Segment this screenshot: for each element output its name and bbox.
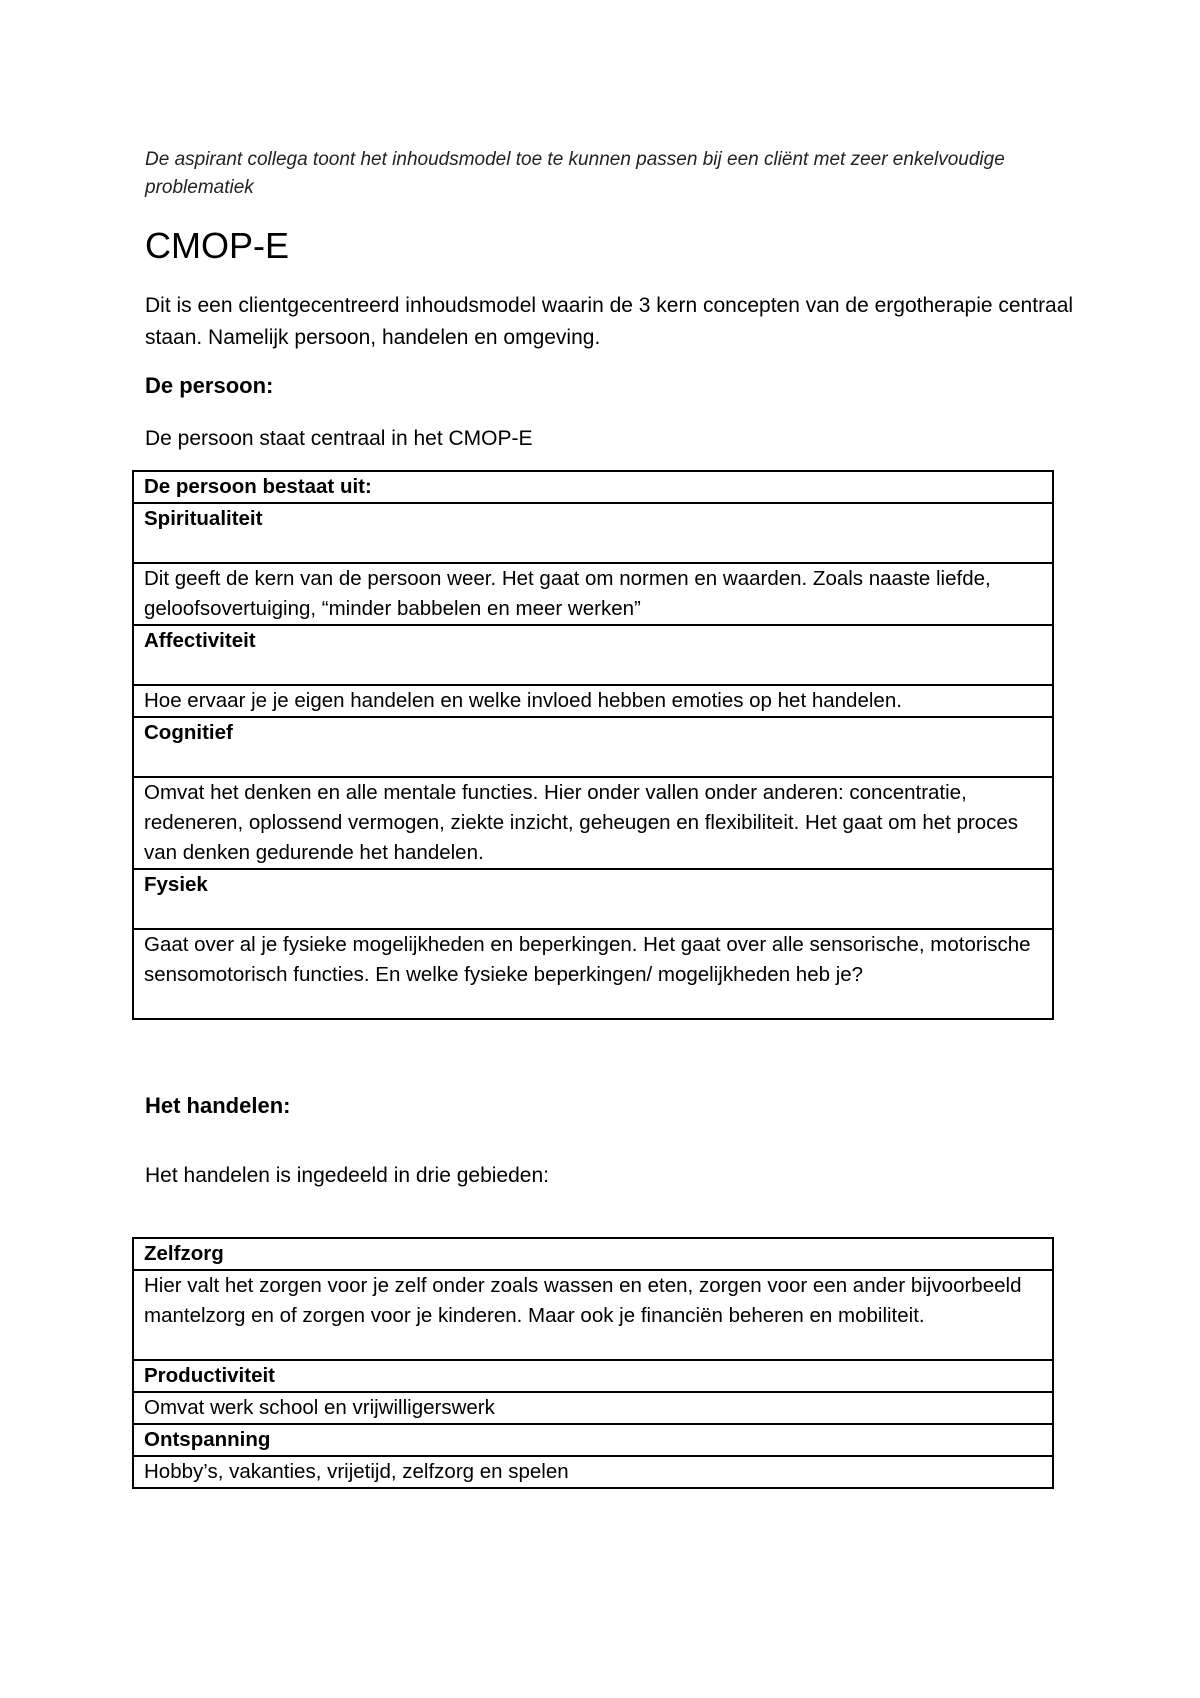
- handelen-table: [132, 1237, 1054, 1489]
- table-row: [133, 1360, 1053, 1392]
- table-row: [133, 1424, 1053, 1456]
- table-row: [133, 1270, 1053, 1360]
- table-row: [133, 717, 1053, 777]
- row-text: Omvat het denken en alle mentale functies. Hier onder vallen onder anderen: concentratie, redeneren, oplossend vermogen, ziekte inzicht, geheugen en flexibiliteit. Het gaat om het proces van denken gedurende het handelen.: [133, 777, 1053, 869]
- table-row: [133, 625, 1053, 685]
- row-label: Fysiek: [133, 869, 1053, 929]
- table-row: [133, 1456, 1053, 1488]
- persoon-text: De persoon staat centraal in het CMOP-E: [145, 427, 533, 450]
- row-text: Hobby’s, vakanties, vrijetijd, zelfzorg en spelen: [133, 1456, 1053, 1488]
- row-label: Productiviteit: [133, 1360, 1053, 1392]
- table-row: [133, 471, 1053, 503]
- row-text: Hier valt het zorgen voor je zelf onder zoals wassen en eten, zorgen voor een ander bijvoorbeeld mantelzorg en of zorgen voor je kinderen. Maar ook je financiën beheren en mobiliteit.: [133, 1270, 1053, 1360]
- table-row: [133, 685, 1053, 717]
- persoon-table: [132, 470, 1054, 1020]
- handelen-text: Het handelen is ingedeeld in drie gebieden:: [145, 1164, 549, 1187]
- table-row: [133, 929, 1053, 1019]
- row-text: Dit geeft de kern van de persoon weer. Het gaat om normen en waarden. Zoals naaste liefde, geloofsovertuiging, “minder babbelen en meer werken”: [133, 563, 1053, 625]
- intro-text: De aspirant collega toont het inhoudsmodel toe te kunnen passen bij een cliënt met zeer enkelvoudige problematiek: [145, 149, 1005, 198]
- persoon-heading: De persoon:: [145, 373, 274, 398]
- row-text: Omvat werk school en vrijwilligerswerk: [133, 1392, 1053, 1424]
- table-row: [133, 869, 1053, 929]
- row-label: Ontspanning: [133, 1424, 1053, 1456]
- table-header-cell: De persoon bestaat uit:: [133, 471, 1053, 503]
- table-row: [133, 503, 1053, 563]
- row-text: Gaat over al je fysieke mogelijkheden en beperkingen. Het gaat over alle sensorische, motorische sensomotorisch functies. En welke fysieke beperkingen/ mogelijkheden heb je?: [133, 929, 1053, 1019]
- row-label: Affectiviteit: [133, 625, 1053, 685]
- row-text: Hoe ervaar je je eigen handelen en welke invloed hebben emoties op het handelen.: [133, 685, 1053, 717]
- table-row: [133, 1238, 1053, 1270]
- table-row: [133, 1392, 1053, 1424]
- model-description: Dit is een clientgecentreerd inhoudsmodel waarin de 3 kern concepten van de ergotherapie centraal staan. Namelijk persoon, handelen en omgeving.: [145, 294, 1074, 349]
- table-row: [133, 777, 1053, 869]
- table-row: [133, 563, 1053, 625]
- row-label: Zelfzorg: [133, 1238, 1053, 1270]
- row-label: Cognitief: [133, 717, 1053, 777]
- row-label: Spiritualiteit: [133, 503, 1053, 563]
- handelen-heading: Het handelen:: [145, 1093, 291, 1118]
- document-title: CMOP-E: [145, 225, 289, 266]
